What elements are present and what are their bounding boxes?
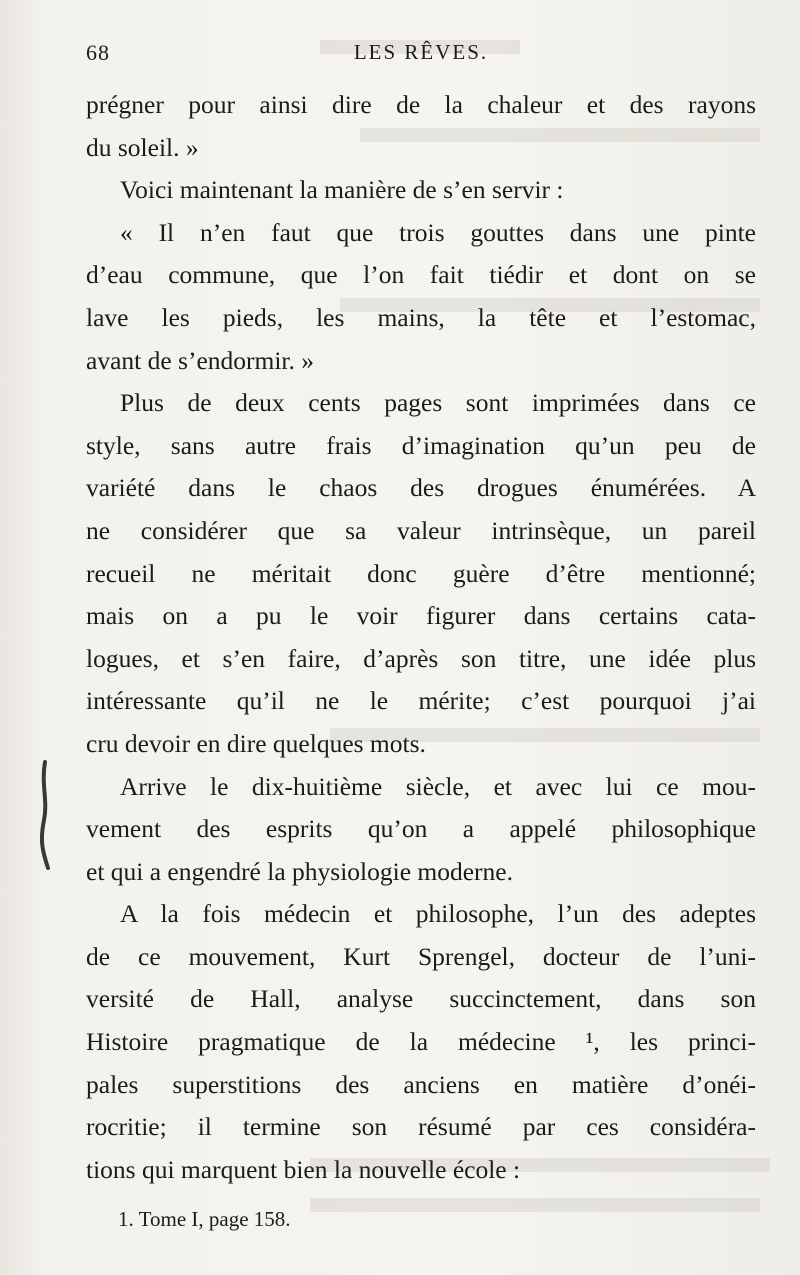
text-line: Plus de deux cents pages sont imprimées dans ce — [120, 388, 756, 418]
text-line: versité de Hall, analyse succinctement, dans son — [86, 984, 756, 1014]
running-head — [86, 40, 756, 70]
text-line: ne considérer que sa valeur intrinsèque, un pareil — [86, 515, 756, 545]
text-line: Histoire pragmatique de la médecine ¹, les princi- — [86, 1027, 756, 1057]
text-line: recueil ne méritait donc guère d’être mentionné; — [86, 558, 756, 588]
text-line: style, sans autre frais d’imagination qu’un peu de — [86, 430, 756, 460]
text-line: « Il n’en faut que trois gouttes dans une pinte — [120, 217, 756, 247]
text-line: de ce mouvement, Kurt Sprengel, docteur de l’uni- — [86, 941, 756, 971]
body-text — [86, 84, 756, 1191]
text-line: mais on a pu le voir figurer dans certains cata- — [86, 601, 756, 631]
text-line: rocritie; il termine son résumé par ces considéra- — [86, 1112, 756, 1142]
text-line: d’eau commune, que l’on fait tiédir et dont on se — [86, 260, 756, 290]
text-line: Arrive le dix-huitième siècle, et avec lui ce mou- — [120, 771, 756, 801]
text-line: lave les pieds, les mains, la tête et l’estomac, — [86, 302, 756, 332]
footnote: 1. Tome I, page 158. — [118, 1207, 291, 1231]
margin-pencil-mark — [36, 760, 56, 870]
text-line: tions qui marquent bien la nouvelle école : — [86, 1154, 521, 1184]
text-line: cru devoir en dire quelques mots. — [86, 728, 426, 758]
text-line: logues, et s’en faire, d’après son titre, une idée plus — [86, 643, 756, 673]
page-number: 68 — [86, 40, 110, 65]
page-header-title: LES RÊVES. — [353, 40, 489, 64]
text-line: et qui a engendré la physiologie moderne. — [86, 856, 513, 886]
text-line: prégner pour ainsi dire de la chaleur et des rayons — [86, 90, 756, 119]
text-line: vement des esprits qu’on a appelé philosophique — [86, 814, 756, 844]
text-line: intéressante qu’il ne le mérite; c’est pourquoi j’ai — [86, 686, 756, 716]
text-line: avant de s’endormir. » — [86, 345, 315, 375]
text-line: Voici maintenant la manière de s’en servir : — [120, 175, 564, 205]
text-line: A la fois médecin et philosophe, l’un des adeptes — [120, 899, 756, 929]
text-line: variété dans le chaos des drogues énumérées. A — [86, 473, 756, 503]
text-line: du soleil. » — [86, 132, 199, 162]
text-line: pales superstitions des anciens en matière d’onéi- — [86, 1069, 756, 1099]
